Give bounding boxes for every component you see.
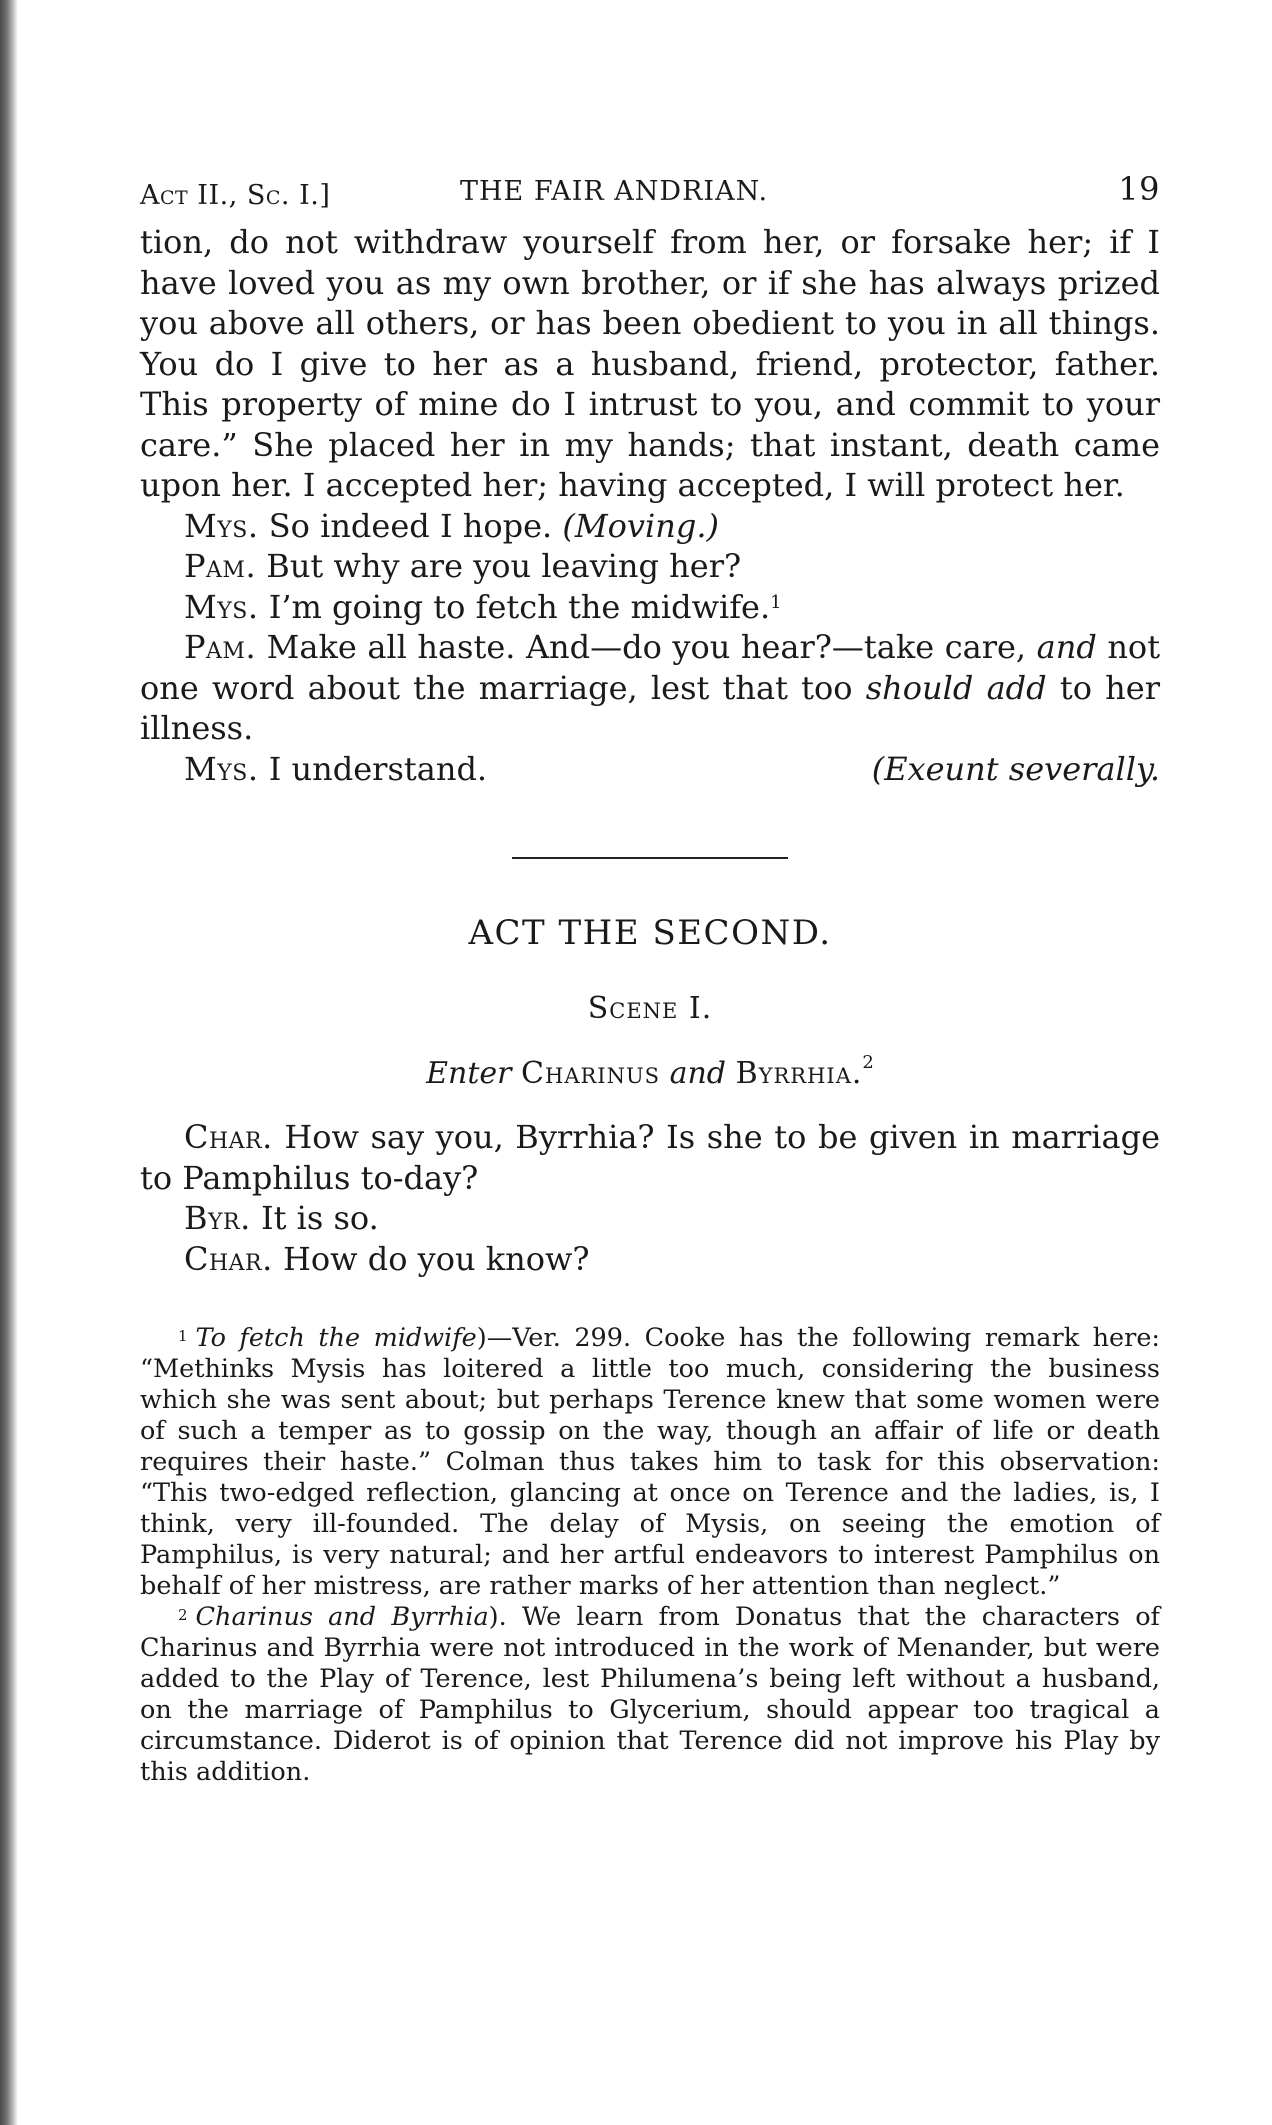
stage-direction: (Exeunt severally. (871, 749, 1160, 788)
character-name: Byrrhia. (735, 1056, 863, 1091)
entrance-direction (140, 1052, 1160, 1091)
speaker-name: Char. (184, 1118, 273, 1156)
footnote-mark: 1 (178, 1327, 188, 1345)
dialogue-line (140, 1198, 1160, 1239)
dialogue-line (140, 627, 1160, 749)
dialogue-line (140, 506, 1160, 547)
spoken-text: It is so. (260, 1199, 379, 1237)
speaker-name: Mys. (184, 506, 259, 545)
footnote-lemma: To fetch the midwife (195, 1323, 477, 1353)
dialogue-line (140, 546, 1160, 587)
book-page (140, 170, 1160, 1788)
speaker-name: Pam. (184, 547, 257, 585)
page-number: 19 (1118, 170, 1160, 208)
dialogue-line (140, 587, 1160, 628)
enter-word: Enter (426, 1056, 512, 1091)
running-head-act-scene: Act II., Sc. I.] (140, 180, 331, 211)
footnote-reference: 1 (770, 591, 782, 613)
running-head-title: THE FAIR ANDRIAN. (460, 176, 769, 207)
binding-edge (0, 0, 18, 2125)
footnotes (140, 1323, 1160, 1788)
spoken-text: I’m going to fetch the midwife. (268, 587, 771, 626)
dialogue-scene-one (140, 1117, 1160, 1279)
speaker-name: Mys. (184, 587, 259, 626)
speaker-name: Byr. (184, 1199, 251, 1237)
footnote-text: ). We learn from Donatus that the characters of Charinus and Byrrhia were not introduced in the work of Menander, but were added to the Play of Terence, lest Philumena’s being left without a husband, on the marriage of Pamphilus to Glycerium, should appear too tragical a circumstance. Diderot is of opinion that Terence did not improve his Play by this addition. (140, 1602, 1160, 1787)
stage-direction: (Moving.) (562, 506, 719, 545)
dialogue-line (140, 1117, 1160, 1198)
footnote (140, 1323, 1160, 1602)
opening-paragraph: tion, do not withdraw yourself from her, or forsake her; if I have loved you as my own brother, or if she has always prized you above all others, or has been obedient to you in all things. You do I give to her as a husband, friend, protector, father. This property of mine do I intrust to you, and commit to your care.” She placed her in my hands; that instant, death came upon her. I accepted her; having accepted, I will protect her. (140, 223, 1160, 504)
footnote (140, 1602, 1160, 1788)
running-head (140, 170, 1160, 218)
spoken-text: Make all haste. And—do you hear?—take care, (266, 628, 1027, 666)
speaker-name: Pam. (184, 628, 257, 666)
dialogue-act-one-end (140, 222, 1160, 789)
dialogue-line (140, 749, 1160, 790)
and-word: and (669, 1056, 727, 1091)
footnote-lemma: Charinus and Byrrhia (195, 1602, 489, 1632)
spoken-text: So indeed I hope. (268, 506, 553, 545)
spoken-text: How do you know? (282, 1239, 590, 1278)
act-heading: ACT THE SECOND. (468, 913, 832, 953)
spoken-text-italic: should add (865, 668, 1047, 707)
footnote-text: )—Ver. 299. Cooke has the following remark here: “Methinks Mysis has loitered a little too much, considering the business which she was sent about; but perhaps Terence knew that some women were of such a temper as to gossip on the way, though an affair of life or death requires their haste.” Colman thus takes him to task for this observation: “This two-edged reflection, glancing at once on Terence and the ladies, is, I think, very ill-founded. The delay of Mysis, on seeing the emotion of Pamphilus, is very natural; and her artful endeavors to interest Pamphilus on behalf of her mistress, are rather marks of her attention than neglect.” (140, 1323, 1160, 1601)
spoken-text: How say you, Byrrhia? Is she to be given in marriage to Pamphilus to-day? (140, 1118, 1161, 1197)
footnote-mark: 2 (178, 1606, 188, 1624)
spoken-text-italic: and (1036, 628, 1097, 666)
spoken-text: I understand. (268, 749, 488, 788)
speaker-name: Char. (184, 1239, 273, 1278)
dialogue-line (140, 1239, 1160, 1280)
footnote-reference: 2 (862, 1052, 874, 1073)
character-name: Charinus (521, 1056, 661, 1091)
scene-heading: Scene I. (587, 991, 713, 1026)
spoken-text: not one word about the marriage, lest that too (140, 628, 1161, 707)
spoken-text: to her illness. (140, 668, 1160, 747)
section-divider (512, 857, 788, 859)
spoken-text: But why are you leaving her? (266, 547, 742, 585)
speaker-name: Mys. (184, 749, 259, 788)
